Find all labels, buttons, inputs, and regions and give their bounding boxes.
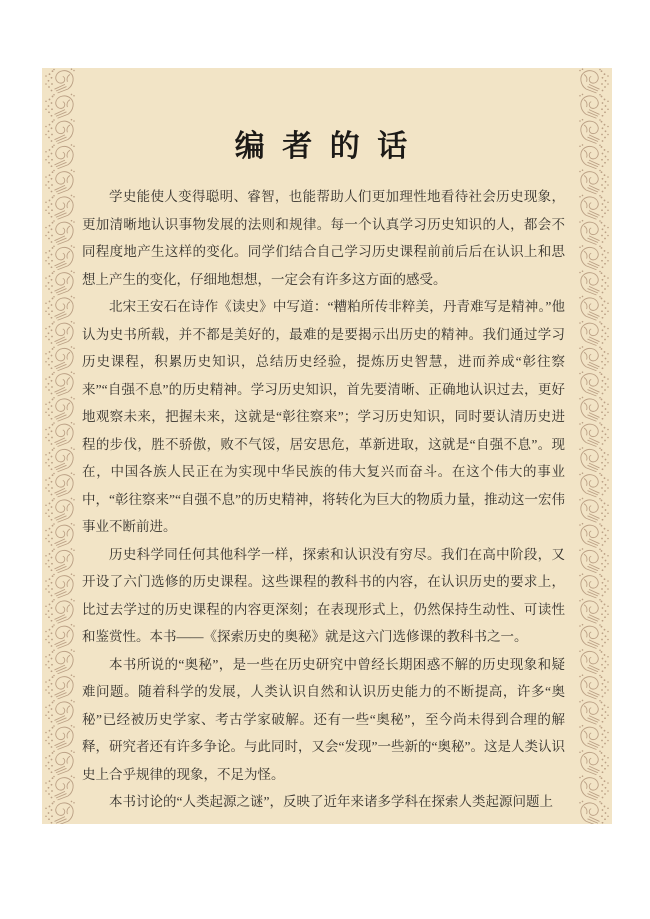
- paisley-motif: [579, 649, 609, 674]
- paisley-motif: [45, 119, 75, 144]
- paisley-motif: [45, 801, 75, 824]
- paisley-motif: [579, 624, 609, 649]
- paisley-motif: [579, 346, 609, 371]
- paisley-motif: [579, 548, 609, 573]
- paisley-motif: [45, 725, 75, 750]
- paisley-motif: [45, 68, 75, 93]
- paisley-motif: [579, 674, 609, 699]
- paisley-motif: [579, 195, 609, 220]
- paisley-motif: [579, 169, 609, 194]
- paisley-motif: [45, 472, 75, 497]
- paisley-motif: [45, 422, 75, 447]
- paisley-motif: [579, 220, 609, 245]
- paisley-motif: [45, 144, 75, 169]
- paisley-motif: [579, 296, 609, 321]
- paisley-motif: [579, 422, 609, 447]
- page-content: [82, 68, 565, 816]
- paragraph-5: 本书讨论的“人类起源之谜”，反映了近年来诸多学科在探索人类起源问题上: [109, 794, 553, 809]
- paisley-motif: [45, 775, 75, 800]
- paisley-motif: [579, 270, 609, 295]
- paisley-motif: [579, 371, 609, 396]
- paisley-motif: [579, 397, 609, 422]
- paisley-motif: [45, 599, 75, 624]
- paisley-motif: [579, 447, 609, 472]
- paisley-motif: [45, 523, 75, 548]
- paisley-motif: [45, 447, 75, 472]
- paisley-motif: [579, 725, 609, 750]
- paisley-motif: [579, 599, 609, 624]
- paisley-motif: [579, 573, 609, 598]
- paisley-motif: [579, 700, 609, 725]
- paisley-motif: [45, 750, 75, 775]
- paisley-motif: [579, 119, 609, 144]
- paisley-motif: [45, 346, 75, 371]
- paragraph-2: 北宋王安石在诗作《读史》中写道：“糟粕所传非粹美，丹青难写是精神。”他认为史书所载，并不都是美好的，最难的是要揭示出历史的精神。我们通过学习历史课程，积累历史知识，总结历史经验，提炼历史智慧，进而养成“彰往察来”“自强不息”的历史精神。学习历史知识，首先要清晰、正确地认识过去，更好地观察未来，把握未来，这就是“彰往察来”；学习历史知识，同时要认清历史进程的步伐，胜不骄傲，败不气馁，居安思危，革新进取，这就是“自强不息”。现在，中国各族人民正在为实现中华民族的伟大复兴而奋斗。在这个伟大的事业中，“彰往察来”“自强不息”的历史精神，将转化为巨大的物质力量，推动这一宏伟事业不断前进。: [82, 299, 565, 534]
- paisley-motif: [579, 68, 609, 93]
- paisley-motif: [579, 94, 609, 119]
- paragraph-4: 本书所说的“奥秘”，是一些在历史研究中曾经长期困惑不解的历史现象和疑难问题。随着科学的发展，人类认识自然和认识历史能力的不断提高，许多“奥秘”已经被历史学家、考古学家破解。还有一些“奥秘”，至今尚未得到合理的解释，研究者还有许多争论。与此同时，又会“发现”一些新的“奥秘”。这是人类认识史上合乎规律的现象，不足为怪。: [82, 656, 565, 782]
- book-page: [42, 68, 612, 824]
- body-text: [82, 183, 565, 816]
- paisley-motif: [45, 397, 75, 422]
- paisley-motif: [45, 220, 75, 245]
- paragraph-3: 历史科学同任何其他科学一样，探索和认识没有穷尽。我们在高中阶段，又开设了六门选修的历史课程。这些课程的教科书的内容，在认识历史的要求上，比过去学过的历史课程的内容更深刻；在表现形式上，仍然保持生动性、可读性和鉴赏性。本书——《探索历史的奥秘》就是这六门选修课的教科书之一。: [82, 546, 565, 644]
- paisley-motif: [579, 498, 609, 523]
- paisley-motif: [45, 245, 75, 270]
- paisley-motif: [45, 321, 75, 346]
- paisley-motif: [45, 573, 75, 598]
- paisley-motif: [45, 195, 75, 220]
- page-title: 编 者 的 话: [234, 130, 413, 163]
- paisley-motif: [579, 750, 609, 775]
- paisley-motif: [579, 144, 609, 169]
- paisley-motif: [45, 270, 75, 295]
- paisley-motif: [45, 548, 75, 573]
- paisley-motif: [45, 371, 75, 396]
- paisley-motif: [579, 801, 609, 824]
- paisley-motif: [45, 649, 75, 674]
- paisley-motif: [45, 674, 75, 699]
- paisley-motif: [45, 700, 75, 725]
- paisley-motif: [45, 296, 75, 321]
- paisley-motif: [579, 245, 609, 270]
- ornament-border-left-icon: [42, 68, 76, 824]
- paisley-motif: [45, 169, 75, 194]
- paisley-motif: [45, 624, 75, 649]
- paisley-motif: [579, 775, 609, 800]
- paisley-motif: [45, 94, 75, 119]
- paragraph-1: 学史能使人变得聪明、睿智，也能帮助人们更加理性地看待社会历史现象，更加清晰地认识事物发展的法则和规律。每一个认真学习历史知识的人，都会不同程度地产生这样的变化。同学们结合自己学习历史课程前前后后在认识上和思想上产生的变化，仔细地想想，一定会有许多这方面的感受。: [82, 189, 565, 287]
- paisley-motif: [579, 321, 609, 346]
- ornament-border-right-icon: [578, 68, 612, 824]
- paisley-motif: [579, 472, 609, 497]
- paisley-motif: [579, 523, 609, 548]
- paisley-motif: [45, 498, 75, 523]
